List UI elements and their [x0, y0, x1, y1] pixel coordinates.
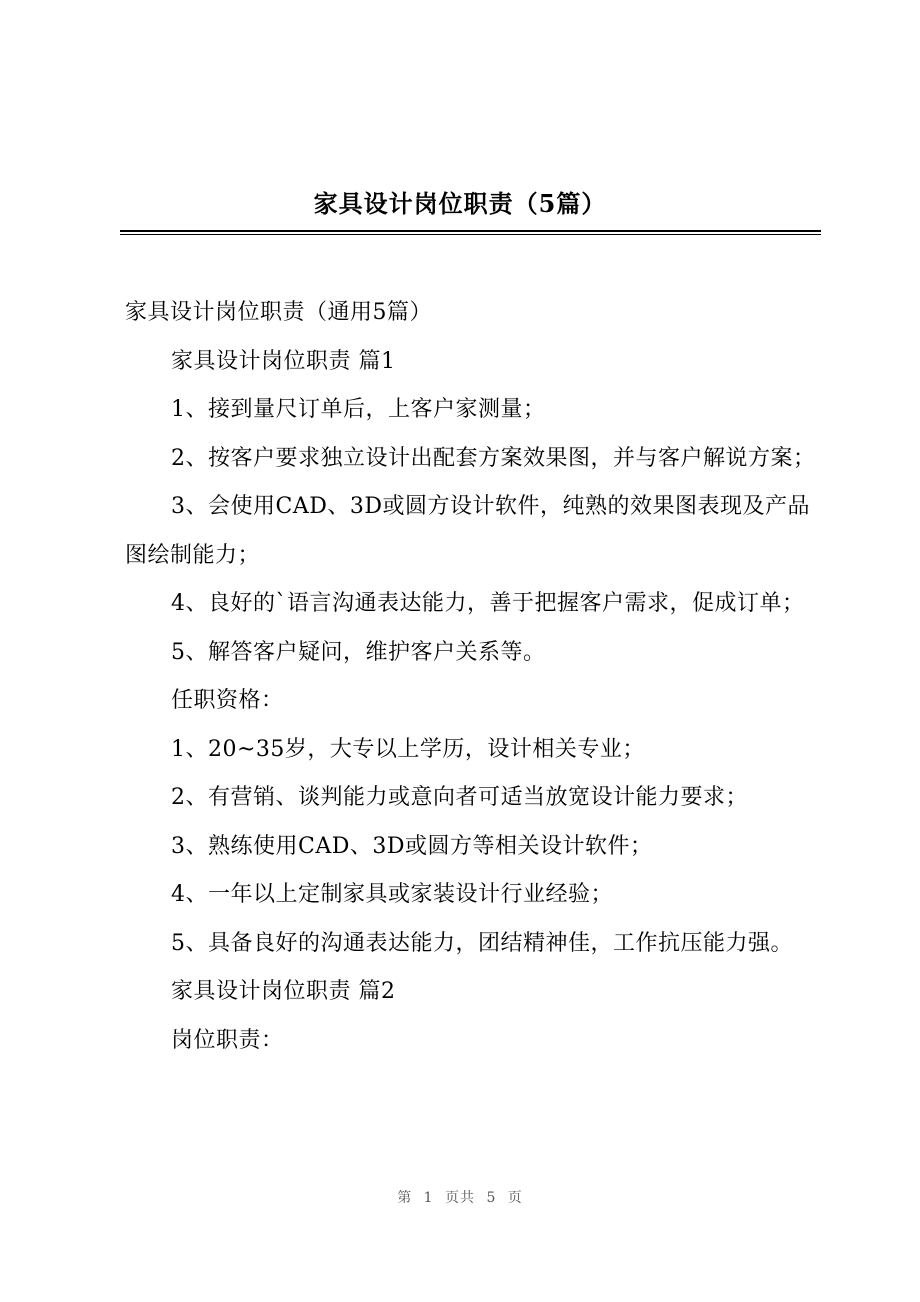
page-number-footer: 第 1 页共 5 页: [397, 1190, 523, 1206]
paragraph: 3、熟练使用CAD、3D或圆方等相关设计软件；: [171, 833, 653, 859]
paragraph: 2、按客户要求独立设计出配套方案效果图，并与客户解说方案；: [171, 445, 816, 471]
section-heading: 家具设计岗位职责 篇1: [171, 348, 396, 374]
paragraph: 2、有营销、谈判能力或意向者可适当放宽设计能力要求；: [171, 785, 748, 810]
paragraph-intro: 家具设计岗位职责（通用5篇）: [125, 300, 432, 325]
subheading: 任职资格：: [171, 688, 284, 713]
paragraph: 1、接到量尺订单后，上客户家测量；: [171, 397, 546, 422]
paragraph: 5、具备良好的沟通表达能力，团结精神佳，工作抗压能力强。: [171, 930, 793, 956]
title-underline-thin: [120, 234, 821, 235]
paragraph: 5、解答客户疑问，维护客户关系等。: [171, 639, 546, 665]
document-title: 家具设计岗位职责（5篇）: [313, 189, 607, 218]
paragraph: 4、良好的`语言沟通表达能力，善于把握客户需求，促成订单；: [171, 591, 805, 616]
paragraph: 4、一年以上定制家具或家装设计行业经验；: [171, 882, 613, 907]
title-underline-thick: [120, 230, 821, 232]
paragraph: 1、20~35岁，大专以上学历，设计相关专业；: [171, 736, 645, 762]
paragraph: 3、会使用CAD、3D或圆方设计软件，纯熟的效果图表现及产品图绘制能力；: [125, 494, 810, 568]
section-heading: 家具设计岗位职责 篇2: [171, 979, 396, 1004]
document-body: [125, 289, 825, 1065]
subheading: 岗位职责：: [171, 1027, 284, 1053]
